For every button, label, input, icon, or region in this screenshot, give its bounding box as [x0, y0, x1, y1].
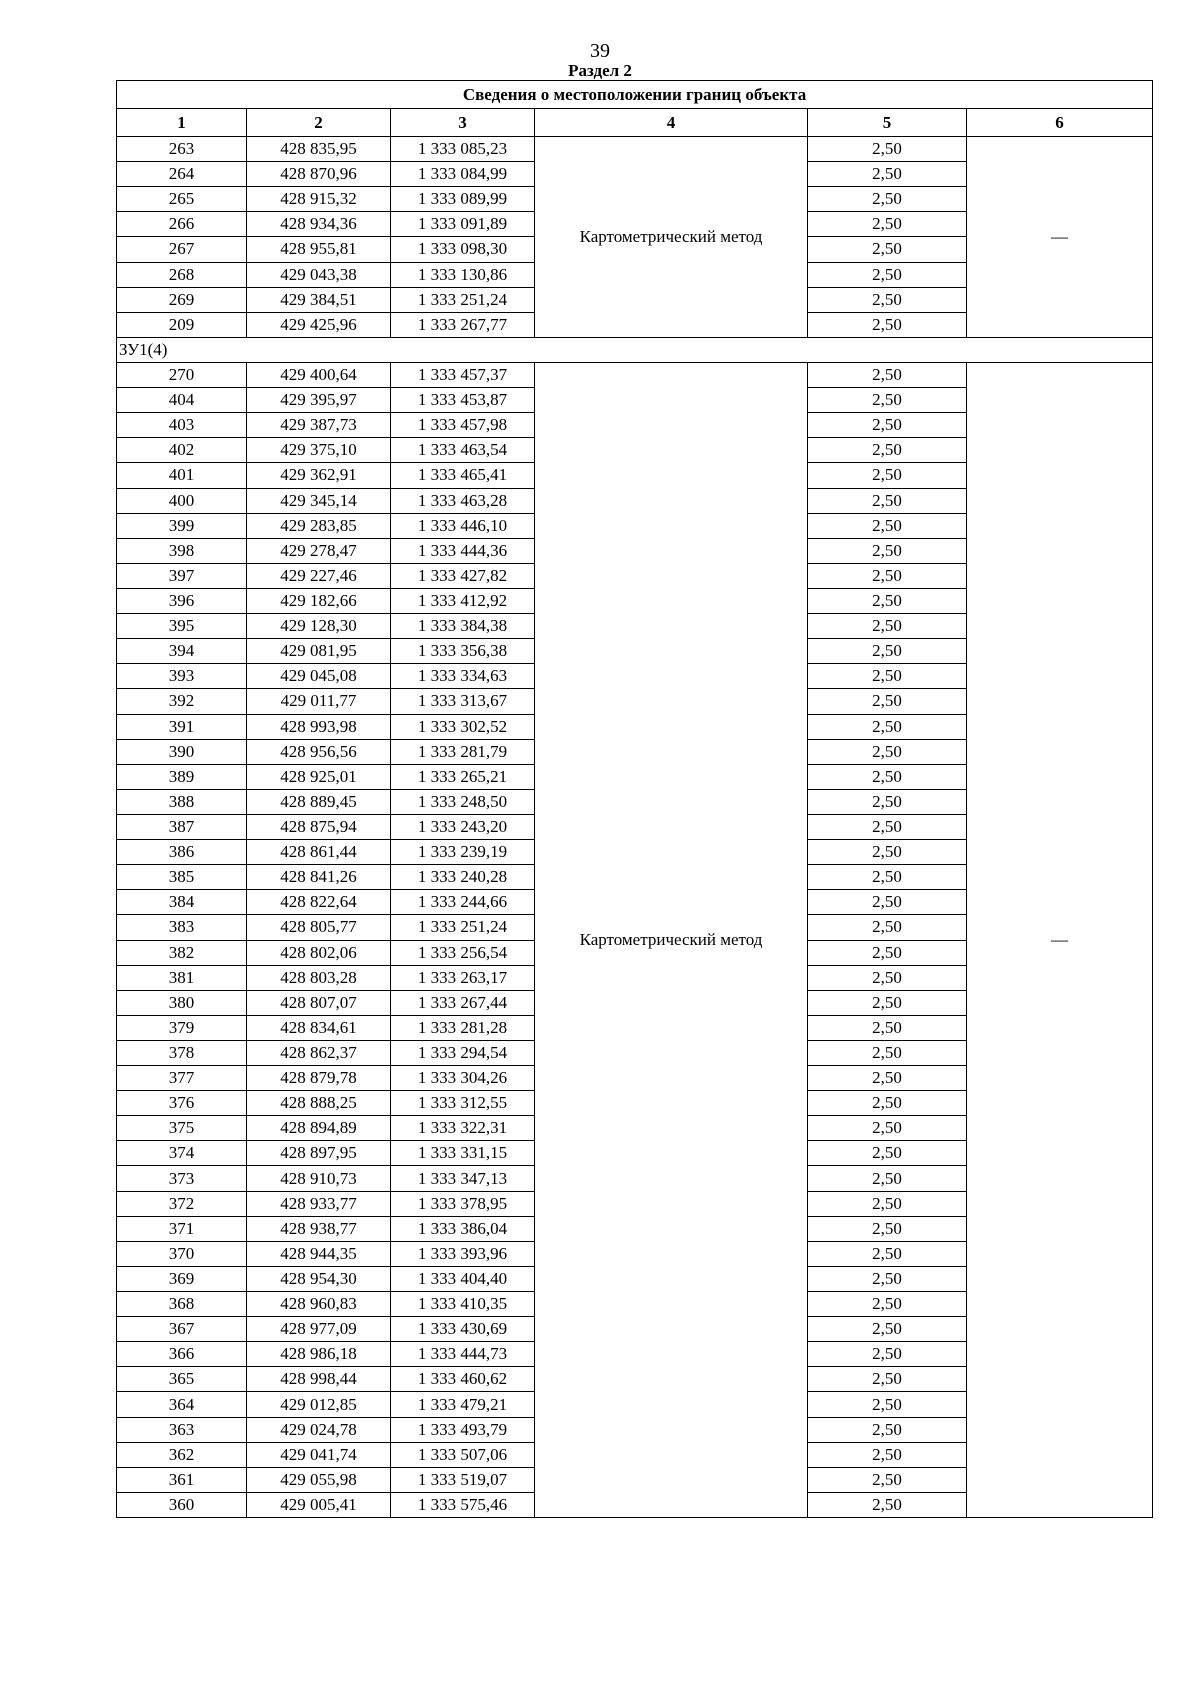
precision-value: 2,50 [808, 1241, 967, 1266]
coordinate-x: 428 934,36 [247, 212, 391, 237]
group-label-row [117, 337, 1153, 362]
note-cell: — [967, 362, 1153, 1517]
point-number: 263 [117, 137, 247, 162]
point-number: 393 [117, 664, 247, 689]
coordinate-x: 428 861,44 [247, 840, 391, 865]
point-number: 381 [117, 965, 247, 990]
coordinate-x: 429 128,30 [247, 614, 391, 639]
coordinate-y: 1 333 294,54 [391, 1040, 535, 1065]
coordinate-y: 1 333 410,35 [391, 1292, 535, 1317]
point-number: 264 [117, 162, 247, 187]
coordinate-y: 1 333 457,37 [391, 362, 535, 387]
precision-value: 2,50 [808, 614, 967, 639]
coordinate-y: 1 333 239,19 [391, 840, 535, 865]
precision-value: 2,50 [808, 287, 967, 312]
precision-value: 2,50 [808, 915, 967, 940]
coordinate-x: 428 862,37 [247, 1040, 391, 1065]
coordinate-y: 1 333 356,38 [391, 639, 535, 664]
precision-value: 2,50 [808, 538, 967, 563]
point-number: 376 [117, 1091, 247, 1116]
coordinate-y: 1 333 281,28 [391, 1015, 535, 1040]
coordinate-y: 1 333 331,15 [391, 1141, 535, 1166]
coordinate-y: 1 333 479,21 [391, 1392, 535, 1417]
precision-value: 2,50 [808, 764, 967, 789]
coordinate-x: 429 005,41 [247, 1492, 391, 1517]
coordinate-x: 429 278,47 [247, 538, 391, 563]
coordinate-y: 1 333 444,73 [391, 1342, 535, 1367]
coordinate-x: 428 955,81 [247, 237, 391, 262]
precision-value: 2,50 [808, 438, 967, 463]
precision-value: 2,50 [808, 513, 967, 538]
coordinate-x: 428 960,83 [247, 1292, 391, 1317]
coordinate-y: 1 333 430,69 [391, 1317, 535, 1342]
point-number: 372 [117, 1191, 247, 1216]
coordinate-y: 1 333 460,62 [391, 1367, 535, 1392]
point-number: 394 [117, 639, 247, 664]
coordinate-x: 429 081,95 [247, 639, 391, 664]
point-number: 366 [117, 1342, 247, 1367]
coordinate-y: 1 333 463,28 [391, 488, 535, 513]
precision-value: 2,50 [808, 689, 967, 714]
coordinate-x: 429 055,98 [247, 1467, 391, 1492]
precision-value: 2,50 [808, 1166, 967, 1191]
precision-value: 2,50 [808, 1392, 967, 1417]
precision-value: 2,50 [808, 388, 967, 413]
coordinate-x: 429 012,85 [247, 1392, 391, 1417]
table-title-row [117, 81, 1153, 109]
table-title: Сведения о местоположении границ объекта [117, 81, 1153, 109]
precision-value: 2,50 [808, 312, 967, 337]
coordinate-y: 1 333 263,17 [391, 965, 535, 990]
method-cell: Картометрический метод [535, 362, 808, 1517]
coordinate-y: 1 333 084,99 [391, 162, 535, 187]
point-number: 404 [117, 388, 247, 413]
coordinate-x: 428 944,35 [247, 1241, 391, 1266]
precision-value: 2,50 [808, 1216, 967, 1241]
coordinate-y: 1 333 493,79 [391, 1417, 535, 1442]
coordinate-x: 428 977,09 [247, 1317, 391, 1342]
coordinate-x: 428 835,95 [247, 137, 391, 162]
coordinate-y: 1 333 130,86 [391, 262, 535, 287]
coordinate-x: 429 227,46 [247, 563, 391, 588]
coordinate-y: 1 333 256,54 [391, 940, 535, 965]
precision-value: 2,50 [808, 990, 967, 1015]
coordinate-y: 1 333 267,44 [391, 990, 535, 1015]
precision-value: 2,50 [808, 890, 967, 915]
precision-value: 2,50 [808, 362, 967, 387]
coordinate-x: 428 841,26 [247, 865, 391, 890]
precision-value: 2,50 [808, 1040, 967, 1065]
point-number: 209 [117, 312, 247, 337]
coordinate-x: 429 362,91 [247, 463, 391, 488]
precision-value: 2,50 [808, 1141, 967, 1166]
coordinate-x: 429 395,97 [247, 388, 391, 413]
column-header: 2 [247, 109, 391, 137]
coordinate-y: 1 333 281,79 [391, 739, 535, 764]
precision-value: 2,50 [808, 1091, 967, 1116]
coordinate-y: 1 333 248,50 [391, 789, 535, 814]
point-number: 388 [117, 789, 247, 814]
coordinate-x: 428 938,77 [247, 1216, 391, 1241]
coordinate-y: 1 333 575,46 [391, 1492, 535, 1517]
coordinate-x: 429 024,78 [247, 1417, 391, 1442]
point-number: 380 [117, 990, 247, 1015]
coordinate-y: 1 333 091,89 [391, 212, 535, 237]
coordinate-x: 429 375,10 [247, 438, 391, 463]
point-number: 375 [117, 1116, 247, 1141]
point-number: 384 [117, 890, 247, 915]
coordinate-y: 1 333 347,13 [391, 1166, 535, 1191]
precision-value: 2,50 [808, 588, 967, 613]
point-number: 379 [117, 1015, 247, 1040]
precision-value: 2,50 [808, 714, 967, 739]
coordinate-x: 428 954,30 [247, 1266, 391, 1291]
column-header: 3 [391, 109, 535, 137]
coordinate-x: 428 993,98 [247, 714, 391, 739]
coordinate-x: 429 283,85 [247, 513, 391, 538]
coordinate-x: 428 888,25 [247, 1091, 391, 1116]
coordinate-y: 1 333 240,28 [391, 865, 535, 890]
precision-value: 2,50 [808, 865, 967, 890]
point-number: 403 [117, 413, 247, 438]
coordinate-x: 428 802,06 [247, 940, 391, 965]
point-number: 360 [117, 1492, 247, 1517]
coordinate-y: 1 333 393,96 [391, 1241, 535, 1266]
coordinate-x: 428 986,18 [247, 1342, 391, 1367]
coordinate-y: 1 333 463,54 [391, 438, 535, 463]
point-number: 387 [117, 814, 247, 839]
coordinate-y: 1 333 507,06 [391, 1442, 535, 1467]
coordinate-x: 428 894,89 [247, 1116, 391, 1141]
point-number: 378 [117, 1040, 247, 1065]
point-number: 267 [117, 237, 247, 262]
table-row [117, 362, 1153, 387]
coordinate-x: 428 897,95 [247, 1141, 391, 1166]
coordinate-x: 428 875,94 [247, 814, 391, 839]
precision-value: 2,50 [808, 1467, 967, 1492]
coordinate-y: 1 333 386,04 [391, 1216, 535, 1241]
precision-value: 2,50 [808, 137, 967, 162]
precision-value: 2,50 [808, 563, 967, 588]
point-number: 385 [117, 865, 247, 890]
precision-value: 2,50 [808, 237, 967, 262]
coordinate-x: 429 384,51 [247, 287, 391, 312]
point-number: 368 [117, 1292, 247, 1317]
precision-value: 2,50 [808, 965, 967, 990]
point-number: 371 [117, 1216, 247, 1241]
coordinate-y: 1 333 404,40 [391, 1266, 535, 1291]
precision-value: 2,50 [808, 187, 967, 212]
coordinate-y: 1 333 384,38 [391, 614, 535, 639]
coordinate-x: 428 925,01 [247, 764, 391, 789]
point-number: 362 [117, 1442, 247, 1467]
coordinate-x: 428 910,73 [247, 1166, 391, 1191]
coordinate-x: 428 807,07 [247, 990, 391, 1015]
precision-value: 2,50 [808, 212, 967, 237]
coordinate-x: 428 879,78 [247, 1066, 391, 1091]
point-number: 370 [117, 1241, 247, 1266]
coordinate-y: 1 333 304,26 [391, 1066, 535, 1091]
coordinate-y: 1 333 519,07 [391, 1467, 535, 1492]
point-number: 269 [117, 287, 247, 312]
point-number: 395 [117, 614, 247, 639]
coordinate-y: 1 333 378,95 [391, 1191, 535, 1216]
table-header-row [117, 109, 1153, 137]
point-number: 377 [117, 1066, 247, 1091]
point-number: 389 [117, 764, 247, 789]
precision-value: 2,50 [808, 1116, 967, 1141]
coordinate-y: 1 333 098,30 [391, 237, 535, 262]
point-number: 383 [117, 915, 247, 940]
coordinate-y: 1 333 427,82 [391, 563, 535, 588]
coordinate-x: 429 041,74 [247, 1442, 391, 1467]
point-number: 266 [117, 212, 247, 237]
point-number: 364 [117, 1392, 247, 1417]
point-number: 367 [117, 1317, 247, 1342]
point-number: 386 [117, 840, 247, 865]
point-number: 400 [117, 488, 247, 513]
coordinate-y: 1 333 453,87 [391, 388, 535, 413]
coordinate-y: 1 333 313,67 [391, 689, 535, 714]
coordinate-x: 429 345,14 [247, 488, 391, 513]
column-header: 6 [967, 109, 1153, 137]
page-number: 39 [590, 40, 610, 62]
coordinate-y: 1 333 244,66 [391, 890, 535, 915]
coordinate-x: 429 387,73 [247, 413, 391, 438]
point-number: 369 [117, 1266, 247, 1291]
precision-value: 2,50 [808, 840, 967, 865]
coordinate-x: 428 803,28 [247, 965, 391, 990]
coordinate-x: 428 933,77 [247, 1191, 391, 1216]
coordinate-y: 1 333 446,10 [391, 513, 535, 538]
group-label: ЗУ1(4) [117, 337, 1153, 362]
point-number: 361 [117, 1467, 247, 1492]
boundary-table [116, 80, 1153, 1518]
point-number: 398 [117, 538, 247, 563]
coordinate-x: 428 956,56 [247, 739, 391, 764]
point-number: 399 [117, 513, 247, 538]
coordinate-x: 429 182,66 [247, 588, 391, 613]
coordinate-y: 1 333 243,20 [391, 814, 535, 839]
point-number: 402 [117, 438, 247, 463]
column-header: 5 [808, 109, 967, 137]
coordinate-y: 1 333 302,52 [391, 714, 535, 739]
precision-value: 2,50 [808, 940, 967, 965]
point-number: 396 [117, 588, 247, 613]
precision-value: 2,50 [808, 413, 967, 438]
point-number: 401 [117, 463, 247, 488]
point-number: 268 [117, 262, 247, 287]
coordinate-y: 1 333 085,23 [391, 137, 535, 162]
coordinate-y: 1 333 412,92 [391, 588, 535, 613]
coordinate-x: 429 043,38 [247, 262, 391, 287]
point-number: 265 [117, 187, 247, 212]
column-header: 4 [535, 109, 808, 137]
precision-value: 2,50 [808, 739, 967, 764]
coordinate-y: 1 333 265,21 [391, 764, 535, 789]
precision-value: 2,50 [808, 789, 967, 814]
precision-value: 2,50 [808, 1191, 967, 1216]
precision-value: 2,50 [808, 262, 967, 287]
precision-value: 2,50 [808, 639, 967, 664]
precision-value: 2,50 [808, 1015, 967, 1040]
coordinate-x: 428 870,96 [247, 162, 391, 187]
precision-value: 2,50 [808, 1317, 967, 1342]
coordinate-x: 428 822,64 [247, 890, 391, 915]
coordinate-x: 428 998,44 [247, 1367, 391, 1392]
table-row [117, 137, 1153, 162]
precision-value: 2,50 [808, 814, 967, 839]
section-title: Раздел 2 [568, 61, 632, 80]
precision-value: 2,50 [808, 1066, 967, 1091]
coordinate-y: 1 333 267,77 [391, 312, 535, 337]
coordinate-y: 1 333 334,63 [391, 664, 535, 689]
table-body [117, 81, 1153, 1518]
point-number: 391 [117, 714, 247, 739]
coordinate-x: 429 045,08 [247, 664, 391, 689]
point-number: 365 [117, 1367, 247, 1392]
point-number: 397 [117, 563, 247, 588]
coordinate-y: 1 333 444,36 [391, 538, 535, 563]
coordinate-y: 1 333 457,98 [391, 413, 535, 438]
point-number: 390 [117, 739, 247, 764]
precision-value: 2,50 [808, 664, 967, 689]
coordinate-x: 429 011,77 [247, 689, 391, 714]
coordinate-x: 428 805,77 [247, 915, 391, 940]
coordinate-y: 1 333 251,24 [391, 287, 535, 312]
precision-value: 2,50 [808, 1292, 967, 1317]
point-number: 270 [117, 362, 247, 387]
coordinate-x: 428 834,61 [247, 1015, 391, 1040]
coordinate-y: 1 333 465,41 [391, 463, 535, 488]
note-cell: — [967, 137, 1153, 338]
precision-value: 2,50 [808, 1342, 967, 1367]
coordinate-x: 428 889,45 [247, 789, 391, 814]
coordinate-y: 1 333 322,31 [391, 1116, 535, 1141]
coordinate-y: 1 333 251,24 [391, 915, 535, 940]
point-number: 392 [117, 689, 247, 714]
precision-value: 2,50 [808, 1367, 967, 1392]
column-header: 1 [117, 109, 247, 137]
point-number: 373 [117, 1166, 247, 1191]
coordinate-y: 1 333 312,55 [391, 1091, 535, 1116]
coordinate-x: 429 425,96 [247, 312, 391, 337]
precision-value: 2,50 [808, 463, 967, 488]
precision-value: 2,50 [808, 1417, 967, 1442]
method-cell: Картометрический метод [535, 137, 808, 338]
coordinate-x: 428 915,32 [247, 187, 391, 212]
precision-value: 2,50 [808, 1442, 967, 1467]
precision-value: 2,50 [808, 488, 967, 513]
precision-value: 2,50 [808, 1492, 967, 1517]
point-number: 382 [117, 940, 247, 965]
precision-value: 2,50 [808, 1266, 967, 1291]
point-number: 374 [117, 1141, 247, 1166]
point-number: 363 [117, 1417, 247, 1442]
precision-value: 2,50 [808, 162, 967, 187]
coordinate-x: 429 400,64 [247, 362, 391, 387]
coordinate-y: 1 333 089,99 [391, 187, 535, 212]
